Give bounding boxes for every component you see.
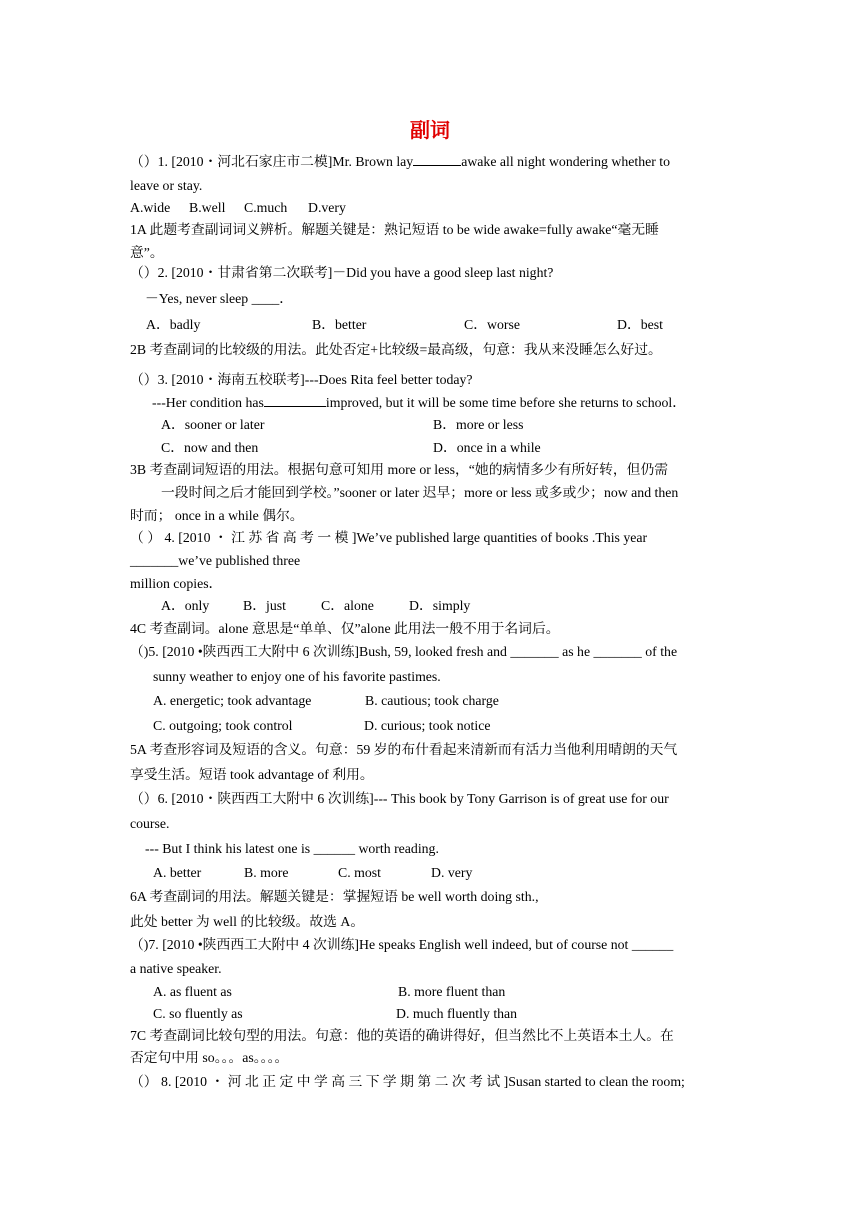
q3-option-c: C．now and then: [161, 440, 259, 455]
q6-answer-line1: 6A 考查副词的用法。解题关键是：掌握短语 be well worth doing sth.,: [130, 889, 539, 904]
q3-option-b: B．more or less: [433, 417, 524, 432]
q1-blank: [413, 153, 461, 166]
q5-line2: sunny weather to enjoy one of his favorite pastimes.: [153, 669, 441, 684]
q3-line2-prefix: ---Her condition has: [152, 395, 264, 410]
q2-option-a: A．badly: [146, 317, 201, 332]
q1-answer-line1: 1A 此题考查副词词义辨析。解题关键是：熟记短语 to be wide awake=fully awake“毫无睡: [130, 222, 659, 237]
q4-line2: _______we’ve published three: [130, 553, 301, 568]
q5-answer-line2: 享受生活。短语 took advantage of 利用。: [130, 767, 374, 782]
q3-option-a: A．sooner or later: [161, 417, 265, 432]
q5-option-b: B. cautious; took charge: [365, 693, 499, 708]
q7-answer-line2: 否定句中用 so。。。as。。。。: [130, 1050, 289, 1065]
q3-option-d: D．once in a while: [433, 440, 541, 455]
q1-option-a: A.wide: [130, 200, 171, 215]
q7-option-b: B. more fluent than: [398, 984, 506, 999]
q6-line2: course.: [130, 816, 170, 831]
q4-option-b: B．just: [243, 598, 286, 613]
q3-line1: （）3. [2010・海南五校联考]---Does Rita feel better today?: [130, 372, 473, 387]
q7-option-d: D. much fluently than: [396, 1006, 518, 1021]
q4-line3: million copies．: [130, 576, 223, 591]
q6-line3: --- But I think his latest one is ______ worth reading.: [145, 841, 439, 856]
q1-option-b: B.well: [189, 200, 226, 215]
q2-answer: 2B 考查副词的比较级的用法。此处否定+比较级=最高级，句意：我从来没睡怎么好过。: [130, 342, 662, 357]
q4-option-d: D．simply: [409, 598, 471, 613]
q5-option-a: A. energetic; took advantage: [153, 693, 312, 708]
q8-line1: （） 8. [2010 ・ 河 北 正 定 中 学 高 三 下 学 期 第 二 次 考 试 ]Susan started to clean the room;: [130, 1074, 685, 1089]
q4-option-a: A．only: [161, 598, 210, 613]
q3-blank: [264, 394, 326, 407]
q3-answer-line1: 3B 考查副词短语的用法。根据句意可知用 more or less，“她的病情多少有所好转，但仍需: [130, 462, 669, 477]
q1-answer-line2: 意”。: [130, 245, 164, 260]
page-title: 副词: [410, 118, 450, 142]
q5-answer-line1: 5A 考查形容词及短语的含义。句意：59 岁的布什看起来清新而有活力当他利用晴朗的天气: [130, 742, 678, 757]
q1-option-c: C.much: [244, 200, 288, 215]
q7-line2: a native speaker.: [130, 961, 222, 976]
q2-option-c: C．worse: [464, 317, 520, 332]
q6-option-a: A. better: [153, 865, 202, 880]
q3-answer-line2: 一段时间之后才能回到学校。”sooner or later 迟早；more or less 或多或少；now and then: [161, 485, 679, 500]
q5-line1: （)5. [2010 •陕西西工大附中 6 次训练]Bush, 59, looked fresh and _______ as he _______ of the: [130, 644, 678, 659]
q6-option-b: B. more: [244, 865, 289, 880]
q4-answer: 4C 考查副词。alone 意思是“单单、仅”alone 此用法一般不用于名词后。: [130, 621, 560, 636]
q2-line2: －Yes, never sleep ____．: [145, 291, 294, 306]
q6-line1: （）6. [2010・陕西西工大附中 6 次训练]--- This book by Tony Garrison is of great use for our: [130, 791, 669, 806]
q1-line1-prefix: （）1. [2010・河北石家庄市二模]Mr. Brown lay: [130, 154, 414, 169]
q3-line2: [152, 394, 686, 412]
q5-option-c: C. outgoing; took control: [153, 718, 293, 733]
q7-answer-line1: 7C 考查副词比较句型的用法。句意：他的英语的确讲得好，但当然比不上英语本土人。在: [130, 1028, 674, 1043]
q1-line1-suffix: awake all night wondering whether to: [461, 154, 671, 169]
q2-option-d: D．best: [617, 317, 663, 332]
q4-option-c: C．alone: [321, 598, 374, 613]
q6-answer-line2: 此处 better 为 well 的比较级。故选 A。: [130, 914, 365, 929]
q1-line1: [130, 153, 670, 171]
q5-option-d: D. curious; took notice: [364, 718, 491, 733]
q6-option-c: C. most: [338, 865, 381, 880]
q7-option-a: A. as fluent as: [153, 984, 232, 999]
q3-line2-suffix: improved, but it will be some time before she returns to school．: [325, 395, 687, 410]
q3-answer-line3: 时而； once in a while 偶尔。: [130, 508, 304, 523]
q2-line1: （）2. [2010・甘肃省第二次联考]－Did you have a good sleep last night?: [130, 265, 554, 280]
q7-line1: （)7. [2010 •陕西西工大附中 4 次训练]He speaks English well indeed, but of course not ______: [130, 937, 674, 952]
q7-option-c: C. so fluently as: [153, 1006, 243, 1021]
q1-line2: leave or stay.: [130, 178, 203, 193]
q2-option-b: B．better: [312, 317, 367, 332]
q1-option-d: D.very: [308, 200, 346, 215]
q4-line1: （ ） 4. [2010 ・ 江 苏 省 高 考 一 模 ]We’ve published large quantities of books .This year: [130, 530, 648, 545]
q6-option-d: D. very: [431, 865, 473, 880]
